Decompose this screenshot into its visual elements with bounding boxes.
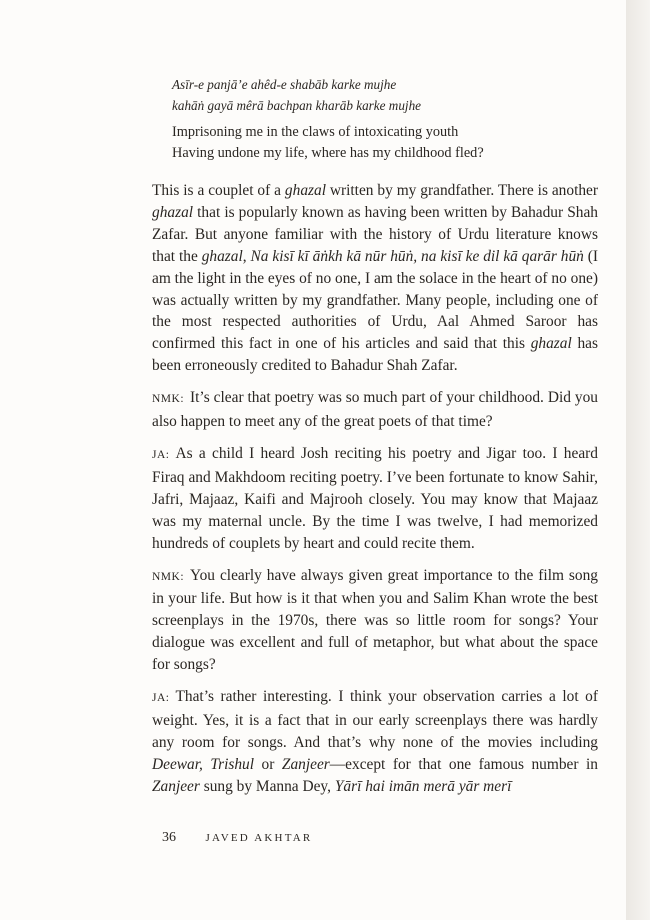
speaker-label: JA: xyxy=(152,692,170,705)
text-run: —except for that one famous number in xyxy=(329,755,598,773)
question-text: You clearly have always given great importance to the film song in your life. But how is it that when you and Salim Khan wrote the best screenplays in the 1970s, there was so little room for songs? Your dialogue was excellent and full of metaphor, but what about the space for songs? xyxy=(152,566,598,674)
speaker-label: NMK: xyxy=(152,393,185,406)
text-run: This is a couplet of a xyxy=(152,182,285,199)
question-text: It’s clear that poetry was so much part of your childhood. Did you also happen to meet any of the great poets of that time? xyxy=(152,389,598,431)
translation-line-2: Having undone my life, where has my childhood fled? xyxy=(172,145,484,161)
italic-term: ghazal xyxy=(284,182,326,199)
italic-term: ghazal xyxy=(201,247,243,265)
text-run: , xyxy=(242,247,251,265)
text-run: sung by Manna Dey, xyxy=(199,777,335,795)
text-run: (I am the light in the eyes of no one, I am the solace in the heart of no one) was actually written by my grandfather. Many people, including one of the most respected authorities of Urdu, Aal Ahmed Saroor has confirmed this fact in one of his articles and said that this xyxy=(152,247,598,353)
text-run: That’s rather interesting. I think your observation carries a lot of weight. Yes, it is a fact that in our early screenplays there was hardly any room for songs. And that’s why none of the movies including xyxy=(152,688,598,751)
translation-line-1: Imprisoning me in the claws of intoxicating youth xyxy=(172,124,459,140)
italic-song-title: Yārī hai imān merā yār merī xyxy=(334,777,512,795)
italic-term: ghazal xyxy=(152,203,194,221)
italic-term: ghazal xyxy=(530,335,572,353)
verse-transliteration xyxy=(172,74,598,116)
running-author: JAVED AKHTAR xyxy=(205,832,313,844)
verse-line-1: Asīr-e panjā’e ahêd-e shabāb karke mujhe xyxy=(172,77,397,92)
text-run: or xyxy=(254,755,282,773)
italic-film-titles: Deewar, Trishul xyxy=(152,755,255,773)
verse-translation xyxy=(172,122,598,164)
page-edge xyxy=(626,0,650,920)
italic-film-title: Zanjeer xyxy=(152,777,200,795)
text-run: that is popularly known as having been written by Bahadur Shah Zafar. But anyone familiar with the history of Urdu literature knows that the xyxy=(152,203,598,265)
speaker-label: JA: xyxy=(152,448,170,461)
italic-ghazal-title: Na kisī kī āṅkh kā nūr hūṅ, na kisī ke dil kā qarār hūṅ xyxy=(250,247,584,265)
text-run: written by my grandfather. There is another xyxy=(325,182,598,199)
paragraph-couplet-history xyxy=(152,180,598,377)
italic-film-title: Zanjeer xyxy=(281,755,330,773)
paragraph-ja-answer-1 xyxy=(152,443,598,555)
verse-line-2: kahāṅ gayā mêrā bachpan kharāb karke mujhe xyxy=(172,98,422,113)
answer-text: As a child I heard Josh reciting his poetry and Jigar too. I heard Firaq and Makhdoom reciting poetry. I’ve been fortunate to know Sahir, Jafri, Majaaz, Kaifi and Majrooh closely. You may know that Majaaz was my maternal uncle. By the time I was twelve, I had memorized hundreds of couplets by heart and could recite them. xyxy=(152,444,598,552)
paragraph-ja-answer-2 xyxy=(152,686,598,798)
page-content xyxy=(152,74,598,808)
page-footer xyxy=(162,830,312,846)
paragraph-nmk-question-2 xyxy=(152,565,598,677)
paragraph-nmk-question-1 xyxy=(152,387,598,433)
page-number: 36 xyxy=(162,830,176,845)
text-run: has been erroneously credited to Bahadur Shah Zafar. xyxy=(152,335,598,375)
speaker-label: NMK: xyxy=(152,570,185,583)
